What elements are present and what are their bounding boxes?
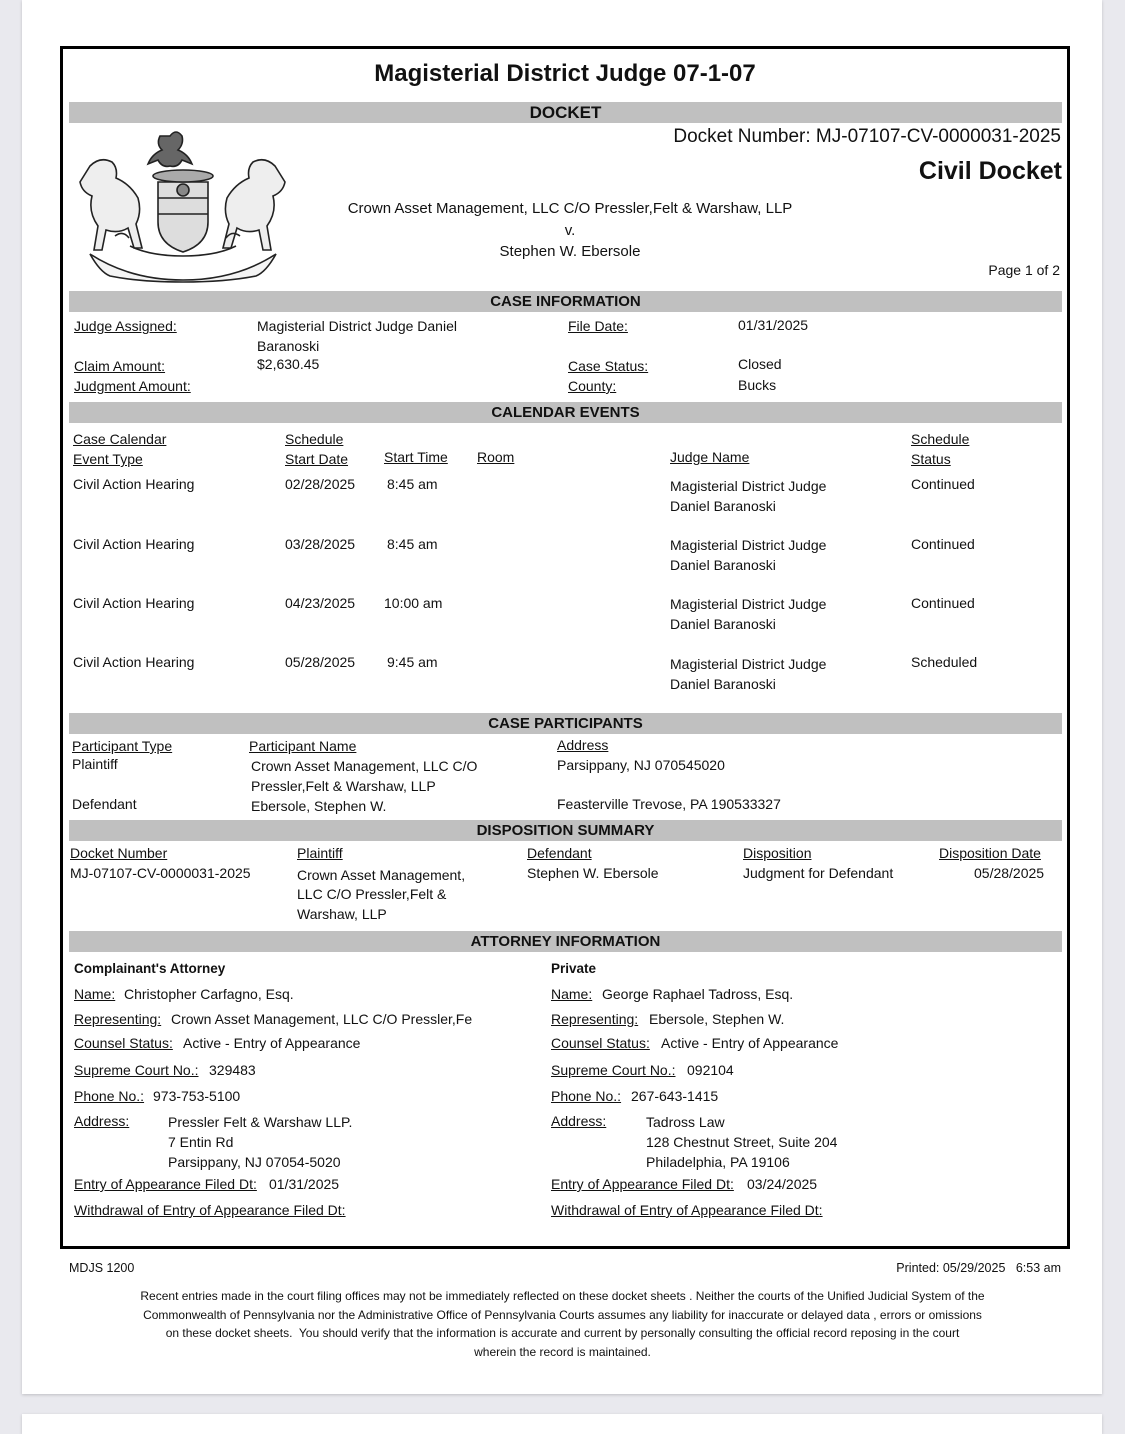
entry-of-appearance-date: 01/31/2025 (269, 1176, 340, 1192)
entry-of-appearance-label: Entry of Appearance Filed Dt: (551, 1176, 734, 1192)
event-type: Civil Action Hearing (73, 536, 195, 552)
event-judge-line2: Daniel Baranoski (670, 557, 776, 573)
disposition-result: Judgment for Defendant (743, 865, 894, 881)
county-value: Bucks (738, 377, 777, 393)
disposition-defendant: Stephen W. Ebersole (527, 865, 659, 881)
attorney-role: Private (551, 961, 597, 976)
disclaimer-line1: Recent entries made in the court filing offices may not be immediately reflected on these docket sheets . Neither the courts of the Unified Judicial System of the (140, 1289, 985, 1303)
claim-amount-value: $2,630.45 (257, 356, 320, 372)
col-start-date-line1: Schedule (285, 431, 344, 447)
address-line1: Pressler Felt & Warshaw LLP. (168, 1114, 353, 1130)
event-time: 8:45 am (387, 476, 438, 492)
entry-of-appearance-label: Entry of Appearance Filed Dt: (74, 1176, 257, 1192)
disposition-docket-number: MJ-07107-CV-0000031-2025 (70, 865, 251, 881)
counsel-status-value: Active - Entry of Appearance (183, 1035, 361, 1051)
event-time: 9:45 am (387, 654, 438, 670)
event-status: Continued (911, 595, 975, 611)
event-status: Continued (911, 476, 975, 492)
phone-label: Phone No.: (74, 1088, 145, 1104)
address-label: Address: (74, 1113, 130, 1129)
entry-of-appearance-date: 03/24/2025 (747, 1176, 818, 1192)
printed-timestamp: Printed: 05/29/2025 6:53 am (896, 1261, 1061, 1275)
participant-address: Parsippany, NJ 070545020 (557, 757, 725, 773)
disclaimer-line2: Commonwealth of Pennsylvania nor the Administrative Office of Pennsylvania Courts assumes any liability for inaccurate or delayed data , errors or omissions (143, 1307, 982, 1322)
disclaimer-line3: on these docket sheets. You should verify that the information is accurate and current by personally consulting the official record reposing in the court (165, 1326, 960, 1340)
caption-defendant: Stephen W. Ebersole (499, 243, 641, 260)
event-date: 05/28/2025 (285, 654, 356, 670)
col-disposition-date: Disposition Date (939, 845, 1041, 861)
participant-address: Feasterville Trevose, PA 190533327 (557, 796, 781, 812)
withdrawal-label: Withdrawal of Entry of Appearance Filed Dt: (74, 1202, 346, 1218)
disposition-date: 05/28/2025 (974, 865, 1045, 881)
attorney-name: George Raphael Tadross, Esq. (602, 986, 794, 1002)
judge-assigned-label: Judge Assigned: (74, 318, 177, 334)
disposition-plaintiff-line3: Warshaw, LLP (297, 906, 387, 922)
calendar-events-heading: CALENDAR EVENTS (69, 402, 1062, 423)
col-event-type-line1: Case Calendar (73, 431, 167, 447)
event-date: 04/23/2025 (285, 595, 356, 611)
next-page-edge (22, 1414, 1102, 1434)
participant-name-line1: Crown Asset Management, LLC C/O (251, 758, 478, 774)
counsel-status-label: Counsel Status: (551, 1035, 650, 1051)
event-type: Civil Action Hearing (73, 654, 195, 670)
event-status: Continued (911, 536, 975, 552)
col-event-type-line2: Event Type (73, 451, 143, 467)
disposition-plaintiff-line1: Crown Asset Management, (297, 867, 466, 883)
judge-assigned-line1: Magisterial District Judge Daniel (257, 318, 457, 334)
participant-name: Ebersole, Stephen W. (251, 798, 387, 814)
judgment-amount-label: Judgment Amount: (74, 378, 191, 394)
address-line1: Tadross Law (646, 1114, 725, 1130)
col-start-date-line2: Start Date (285, 451, 349, 467)
event-judge-line1: Magisterial District Judge (670, 596, 827, 612)
event-status: Scheduled (911, 654, 978, 670)
phone-number: 267-643-1415 (631, 1088, 719, 1104)
event-type: Civil Action Hearing (73, 595, 195, 611)
event-judge-line2: Daniel Baranoski (670, 676, 776, 692)
form-id: MDJS 1200 (69, 1261, 135, 1275)
col-status-line2: Status (911, 451, 951, 467)
event-judge-line2: Daniel Baranoski (670, 498, 776, 514)
attorney-information-heading: ATTORNEY INFORMATION (69, 931, 1062, 952)
col-judge-name: Judge Name (670, 449, 750, 465)
address-line3: Philadelphia, PA 19106 (646, 1154, 790, 1170)
col-status-line1: Schedule (911, 431, 970, 447)
caption-versus: v. (564, 222, 576, 239)
docket-type: Civil Docket (918, 157, 1062, 185)
col-defendant: Defendant (527, 845, 592, 861)
col-participant-type: Participant Type (72, 738, 173, 754)
event-date: 03/28/2025 (285, 536, 356, 552)
attorney-name-label: Name: (551, 986, 593, 1002)
attorney-name: Christopher Carfagno, Esq. (124, 986, 294, 1002)
col-participant-name: Participant Name (249, 738, 357, 754)
case-status-value: Closed (738, 356, 782, 372)
disposition-plaintiff-line2: LLC C/O Pressler,Felt & (297, 886, 447, 902)
case-status-label: Case Status: (568, 358, 649, 374)
event-time: 10:00 am (384, 595, 443, 611)
address-line3: Parsippany, NJ 07054-5020 (168, 1154, 341, 1170)
address-line2: 128 Chestnut Street, Suite 204 (646, 1134, 838, 1150)
event-judge-line1: Magisterial District Judge (670, 478, 827, 494)
supreme-court-label: Supreme Court No.: (551, 1062, 676, 1078)
court-title: Magisterial District Judge 07-1-07 (374, 60, 756, 87)
col-plaintiff: Plaintiff (297, 845, 343, 861)
pennsylvania-seal-icon (70, 126, 295, 284)
participant-type: Plaintiff (72, 756, 118, 772)
file-date-value: 01/31/2025 (738, 317, 809, 333)
attorney-name-label: Name: (74, 986, 116, 1002)
docket-heading: DOCKET (69, 102, 1062, 123)
claim-amount-label: Claim Amount: (74, 358, 166, 374)
file-date-label: File Date: (568, 318, 628, 334)
representing-value: Ebersole, Stephen W. (649, 1011, 785, 1027)
disposition-summary-heading: DISPOSITION SUMMARY (69, 820, 1062, 841)
supreme-court-number: 329483 (209, 1062, 256, 1078)
case-participants-heading: CASE PARTICIPANTS (69, 713, 1062, 734)
participant-name-line2: Pressler,Felt & Warshaw, LLP (251, 778, 436, 794)
supreme-court-label: Supreme Court No.: (74, 1062, 199, 1078)
phone-label: Phone No.: (551, 1088, 622, 1104)
representing-label: Representing: (551, 1011, 639, 1027)
event-judge-line1: Magisterial District Judge (670, 656, 827, 672)
event-judge-line1: Magisterial District Judge (670, 537, 827, 553)
county-label: County: (568, 378, 617, 394)
col-start-time: Start Time (384, 449, 448, 465)
disclaimer (100, 1287, 1025, 1361)
docket-number: Docket Number: MJ-07107-CV-0000031-2025 (673, 126, 1061, 147)
event-time: 8:45 am (387, 536, 438, 552)
attorney-role: Complainant's Attorney (74, 961, 226, 976)
participant-type: Defendant (72, 796, 137, 812)
case-information-heading: CASE INFORMATION (69, 291, 1062, 312)
page-number: Page 1 of 2 (988, 262, 1060, 278)
col-room: Room (477, 449, 515, 465)
disclaimer-line4: wherein the record is maintained. (474, 1344, 651, 1359)
judge-assigned-line2: Baranoski (257, 338, 320, 354)
withdrawal-label: Withdrawal of Entry of Appearance Filed Dt: (551, 1202, 823, 1218)
supreme-court-number: 092104 (687, 1062, 734, 1078)
col-disposition: Disposition (743, 845, 812, 861)
address-label: Address: (551, 1113, 607, 1129)
event-date: 02/28/2025 (285, 476, 356, 492)
phone-number: 973-753-5100 (153, 1088, 241, 1104)
event-type: Civil Action Hearing (73, 476, 195, 492)
representing-value: Crown Asset Management, LLC C/O Pressler,Fe (171, 1011, 473, 1027)
col-participant-address: Address (557, 737, 609, 753)
event-judge-line2: Daniel Baranoski (670, 616, 776, 632)
address-line2: 7 Entin Rd (168, 1134, 234, 1150)
counsel-status-label: Counsel Status: (74, 1035, 173, 1051)
caption-plaintiff: Crown Asset Management, LLC C/O Pressler,Felt & Warshaw, LLP (347, 200, 793, 217)
counsel-status-value: Active - Entry of Appearance (661, 1035, 839, 1051)
col-docket-number: Docket Number (70, 845, 168, 861)
representing-label: Representing: (74, 1011, 162, 1027)
